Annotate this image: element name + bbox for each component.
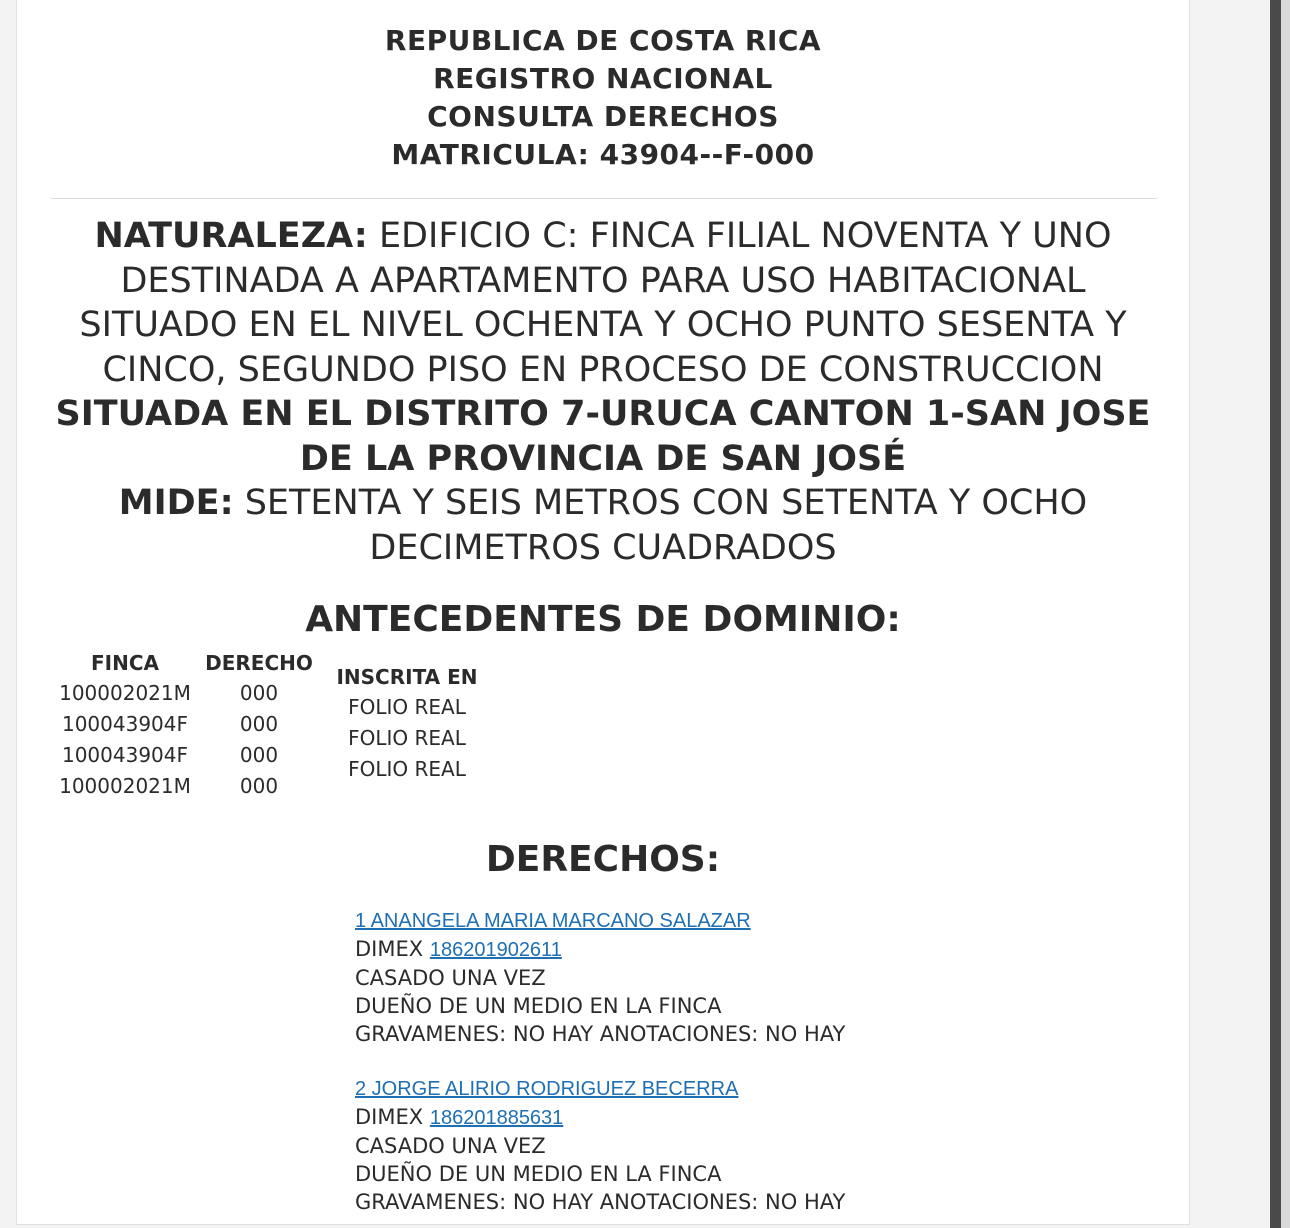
header-registry: REGISTRO NACIONAL <box>433 62 773 95</box>
antecedentes-title: ANTECEDENTES DE DOMINIO: <box>305 599 901 640</box>
owner-id-label: DIMEX <box>355 937 424 961</box>
owner-name-link[interactable]: 1 ANANGELA MARIA MARCANO SALAZAR <box>355 910 751 932</box>
derecho-header: DERECHO <box>205 651 313 675</box>
owner-entry <box>355 1074 845 1216</box>
derechos-title: DERECHOS: <box>485 839 721 880</box>
owner-id-link[interactable]: 186201902611 <box>429 939 562 961</box>
owner-id-label: DIMEX <box>355 1105 424 1129</box>
header-country: REPUBLICA DE COSTA RICA <box>384 24 822 57</box>
owner-estado: CASADO UNA VEZ <box>355 966 546 990</box>
finca-cell: 100043904F <box>61 743 189 767</box>
document-header <box>17 22 1189 174</box>
derecho-column <box>203 648 315 802</box>
page-gutter <box>1190 0 1240 1228</box>
header-matricula: MATRICULA: 43904--F-000 <box>391 138 815 171</box>
owner-gravamenes: GRAVAMENES: NO HAY ANOTACIONES: NO HAY <box>355 1022 846 1046</box>
header-divider <box>51 198 1157 199</box>
scrollbar-track <box>1281 0 1290 1228</box>
owner-entry <box>355 906 845 1048</box>
property-description <box>37 214 1169 570</box>
owner-estado: CASADO UNA VEZ <box>355 1134 546 1158</box>
owners-list <box>355 906 845 1225</box>
owner-participacion: DUEÑO DE UN MEDIO EN LA FINCA <box>355 1162 722 1186</box>
ubicacion-text: SITUADA EN EL DISTRITO 7-URUCA CANTON 1-SAN JOSE DE LA PROVINCIA DE SAN JOSÉ <box>55 394 1151 479</box>
derecho-cell: 000 <box>239 743 279 767</box>
naturaleza-label: NATURALEZA: <box>94 216 368 256</box>
owner-id-link[interactable]: 186201885631 <box>429 1107 564 1129</box>
naturaleza-text: EDIFICIO C: FINCA FILIAL NOVENTA Y UNO DESTINADA A APARTAMENTO PARA USO HABITACIONAL SITUADO EN EL NIVEL OCHENTA Y OCHO PUNTO SESENTA Y CINCO, SEGUNDO PISO EN PROCESO DE CONSTRUCCION <box>79 216 1127 390</box>
owner-gravamenes: GRAVAMENES: NO HAY ANOTACIONES: NO HAY <box>355 1190 846 1214</box>
inscrita-column <box>327 662 487 785</box>
scrollbar[interactable] <box>1270 0 1281 1228</box>
derecho-cell: 000 <box>239 774 279 798</box>
header-consulta: CONSULTA DERECHOS <box>427 100 779 133</box>
document-page <box>16 0 1190 1225</box>
mide-text: SETENTA Y SEIS METROS CON SETENTA Y OCHO DECIMETROS CUADRADOS <box>233 483 1088 568</box>
derecho-cell: 000 <box>239 712 279 736</box>
finca-cell: 100002021M <box>59 681 191 705</box>
inscrita-cell: FOLIO REAL <box>348 726 466 750</box>
derecho-cell: 000 <box>239 681 279 705</box>
finca-column <box>51 648 199 802</box>
inscrita-cell: FOLIO REAL <box>348 757 466 781</box>
mide-label: MIDE: <box>118 483 234 523</box>
owner-name-link[interactable]: 2 JORGE ALIRIO RODRIGUEZ BECERRA <box>355 1078 739 1100</box>
owner-participacion: DUEÑO DE UN MEDIO EN LA FINCA <box>355 994 722 1018</box>
finca-cell: 100043904F <box>61 712 189 736</box>
finca-cell: 100002021M <box>59 774 191 798</box>
inscrita-header: INSCRITA EN <box>336 665 478 689</box>
finca-header: FINCA <box>91 651 159 675</box>
inscrita-cell: FOLIO REAL <box>348 695 466 719</box>
